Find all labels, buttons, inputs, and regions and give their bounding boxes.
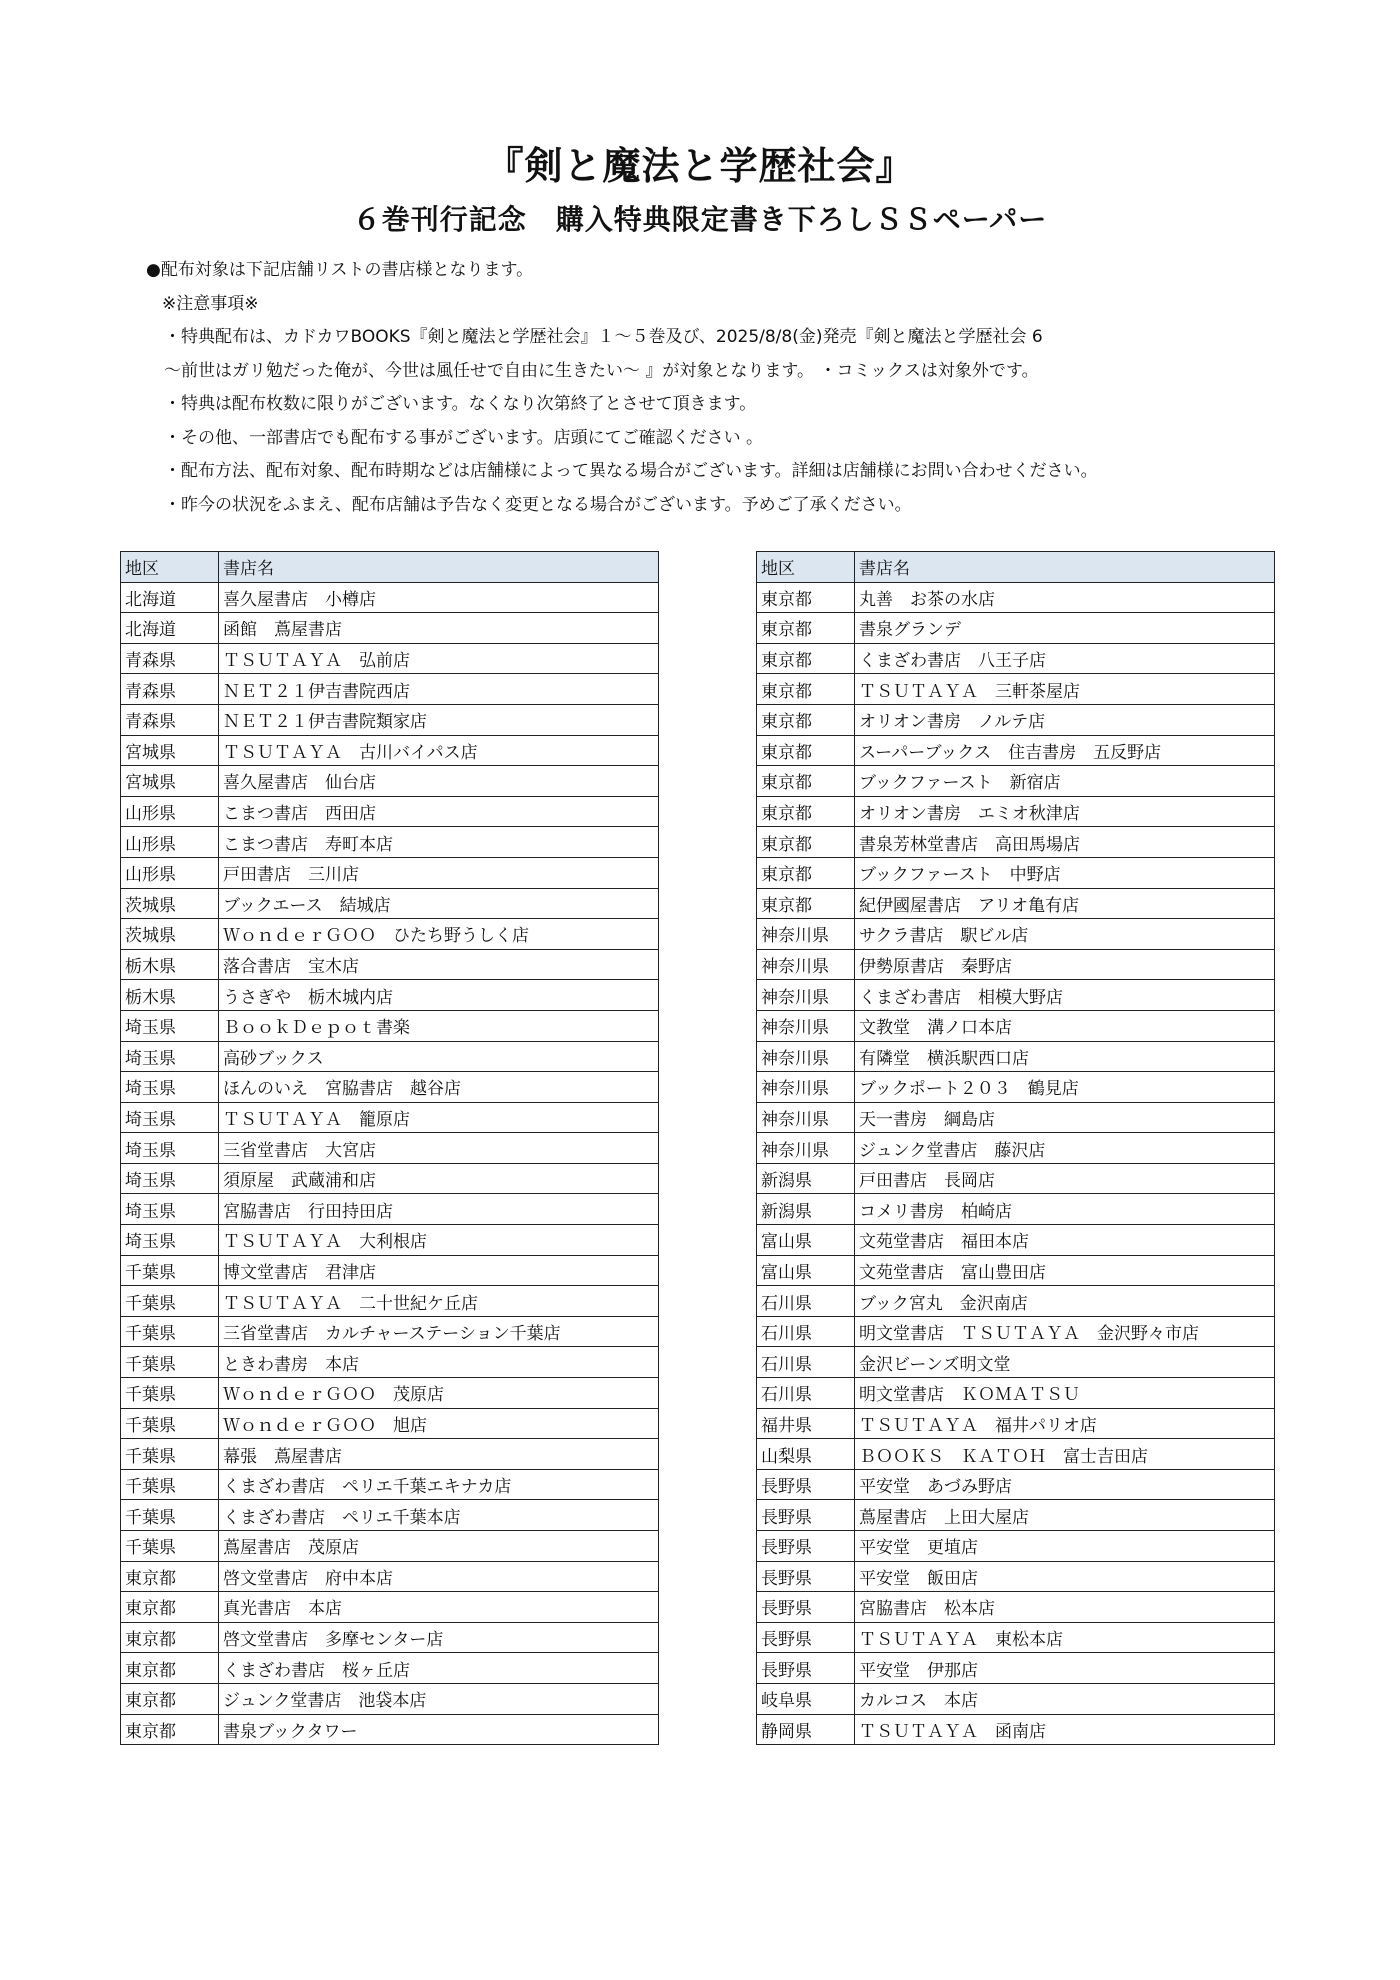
- store-cell: オリオン書房 エミオ秋津店: [855, 796, 1275, 827]
- store-cell: 平安堂 更埴店: [855, 1531, 1275, 1562]
- note-other-stores: ・その他、一部書店でも配布する事がございます。店頭にてご確認ください 。: [164, 427, 764, 448]
- table-row: [121, 980, 659, 1011]
- table-row: [121, 1592, 659, 1623]
- region-cell: 福井県: [757, 1408, 855, 1439]
- store-header: 書店名: [855, 552, 1275, 583]
- region-cell: 栃木県: [121, 980, 219, 1011]
- region-cell: 岐阜県: [757, 1683, 855, 1714]
- store-cell: 蔦屋書店 上田大屋店: [855, 1500, 1275, 1531]
- region-cell: 茨城県: [121, 919, 219, 950]
- region-cell: 石川県: [757, 1286, 855, 1317]
- table-row: [121, 735, 659, 766]
- table-row: [121, 1102, 659, 1133]
- table-row: [121, 1286, 659, 1317]
- store-cell: うさぎや 栃木城内店: [219, 980, 659, 1011]
- table-row: [757, 1592, 1275, 1623]
- note-methods-vary: ・配布方法、配布対象、配布時期などは店舗様によって異なる場合がございます。詳細は店舗様にお問い合わせください。: [164, 461, 1098, 481]
- store-cell: 幕張 蔦屋書店: [219, 1439, 659, 1470]
- store-cell: 戸田書店 三川店: [219, 857, 659, 888]
- table-row: [121, 1469, 659, 1500]
- table-row: [757, 796, 1275, 827]
- table-row: [121, 1378, 659, 1409]
- table-row: [121, 1072, 659, 1103]
- table-row: [757, 1072, 1275, 1103]
- store-cell: ＮＥＴ２１伊吉書院西店: [219, 674, 659, 705]
- page-title: 『剣と魔法と学歴社会』: [485, 144, 915, 188]
- table-row: [757, 1347, 1275, 1378]
- store-cell: ＴＳＵＴＡＹＡ 二十世紀ケ丘店: [219, 1286, 659, 1317]
- store-cell: 啓文堂書店 府中本店: [219, 1561, 659, 1592]
- region-header: 地区: [121, 552, 219, 583]
- region-cell: 宮城県: [121, 735, 219, 766]
- table-row: [121, 1683, 659, 1714]
- store-cell: 書泉グランデ: [855, 613, 1275, 644]
- store-cell: 書泉芳林堂書店 高田馬場店: [855, 827, 1275, 858]
- table-row: [121, 1010, 659, 1041]
- table-row: [121, 1255, 659, 1286]
- store-cell: ＷｏｎｄｅｒＧＯＯ 旭店: [219, 1408, 659, 1439]
- table-row: [121, 919, 659, 950]
- table-row: [121, 1622, 659, 1653]
- table-row: [757, 827, 1275, 858]
- table-row: [121, 1531, 659, 1562]
- region-header: 地区: [757, 552, 855, 583]
- region-cell: 東京都: [757, 857, 855, 888]
- region-cell: 山梨県: [757, 1439, 855, 1470]
- region-cell: 長野県: [757, 1653, 855, 1684]
- region-cell: 東京都: [757, 827, 855, 858]
- region-cell: 東京都: [757, 766, 855, 797]
- region-cell: 東京都: [121, 1683, 219, 1714]
- store-cell: 有隣堂 横浜駅西口店: [855, 1041, 1275, 1072]
- region-cell: 青森県: [121, 704, 219, 735]
- store-cell: こまつ書店 西田店: [219, 796, 659, 827]
- table-row: [757, 1041, 1275, 1072]
- table-row: [757, 949, 1275, 980]
- region-cell: 東京都: [121, 1714, 219, 1745]
- store-cell: オリオン書房 ノルテ店: [855, 704, 1275, 735]
- region-cell: 石川県: [757, 1316, 855, 1347]
- store-cell: 宮脇書店 松本店: [855, 1592, 1275, 1623]
- region-cell: 神奈川県: [757, 919, 855, 950]
- table-row: [757, 1714, 1275, 1745]
- store-cell: 宮脇書店 行田持田店: [219, 1194, 659, 1225]
- region-cell: 東京都: [757, 735, 855, 766]
- table-row: [757, 643, 1275, 674]
- region-cell: 神奈川県: [757, 1072, 855, 1103]
- region-cell: 長野県: [757, 1500, 855, 1531]
- store-cell: ＴＳＵＴＡＹＡ 籠原店: [219, 1102, 659, 1133]
- table-row: [121, 857, 659, 888]
- region-cell: 東京都: [121, 1622, 219, 1653]
- table-row: [121, 704, 659, 735]
- store-cell: ＢｏｏｋＤｅｐｏｔ書楽: [219, 1010, 659, 1041]
- region-cell: 新潟県: [757, 1163, 855, 1194]
- table-row: [757, 1194, 1275, 1225]
- store-cell: ＴＳＵＴＡＹＡ 大利根店: [219, 1225, 659, 1256]
- table-row: [757, 1561, 1275, 1592]
- table-row: [121, 766, 659, 797]
- region-cell: 石川県: [757, 1378, 855, 1409]
- region-cell: 静岡県: [757, 1714, 855, 1745]
- store-cell: ブックファースト 新宿店: [855, 766, 1275, 797]
- table-row: [121, 1347, 659, 1378]
- region-cell: 東京都: [757, 643, 855, 674]
- store-cell: ときわ書房 本店: [219, 1347, 659, 1378]
- table-row: [757, 1225, 1275, 1256]
- region-cell: 青森県: [121, 643, 219, 674]
- store-cell: 平安堂 あづみ野店: [855, 1469, 1275, 1500]
- region-cell: 長野県: [757, 1469, 855, 1500]
- store-table-left: [120, 551, 659, 1745]
- table-row: [121, 1408, 659, 1439]
- table-row: [757, 1378, 1275, 1409]
- store-cell: 明文堂書店 ＫＯＭＡＴＳＵ: [855, 1378, 1275, 1409]
- store-cell: ＮＥＴ２１伊吉書院類家店: [219, 704, 659, 735]
- table-row: [757, 980, 1275, 1011]
- store-cell: 明文堂書店 ＴＳＵＴＡＹＡ 金沢野々市店: [855, 1316, 1275, 1347]
- table-row: [757, 888, 1275, 919]
- store-table-left-body: [121, 582, 659, 1745]
- table-row: [757, 857, 1275, 888]
- store-cell: ＷｏｎｄｅｒＧＯＯ 茂原店: [219, 1378, 659, 1409]
- table-row: [121, 1133, 659, 1164]
- store-cell: コメリ書房 柏崎店: [855, 1194, 1275, 1225]
- table-row: [121, 674, 659, 705]
- region-cell: 新潟県: [757, 1194, 855, 1225]
- table-row: [121, 949, 659, 980]
- table-header-row: [121, 552, 659, 583]
- table-row: [121, 888, 659, 919]
- table-row: [757, 704, 1275, 735]
- table-row: [757, 1316, 1275, 1347]
- store-cell: ブックエース 結城店: [219, 888, 659, 919]
- table-row: [757, 766, 1275, 797]
- note-caution-heading: ※注意事項※: [162, 293, 259, 314]
- store-cell: ブックファースト 中野店: [855, 857, 1275, 888]
- region-cell: 東京都: [757, 582, 855, 613]
- table-row: [121, 1653, 659, 1684]
- region-cell: 埼玉県: [121, 1194, 219, 1225]
- region-cell: 長野県: [757, 1592, 855, 1623]
- table-row: [121, 1714, 659, 1745]
- store-cell: ジュンク堂書店 池袋本店: [219, 1683, 659, 1714]
- table-row: [757, 1102, 1275, 1133]
- table-row: [757, 674, 1275, 705]
- region-cell: 神奈川県: [757, 949, 855, 980]
- table-row: [757, 1408, 1275, 1439]
- store-cell: ブック宮丸 金沢南店: [855, 1286, 1275, 1317]
- region-cell: 東京都: [757, 888, 855, 919]
- region-cell: 東京都: [121, 1561, 219, 1592]
- note-eligible-books: ・特典配布は、カドカワBOOKS『剣と魔法と学歴社会』１～５巻及び、2025/8/8(金)発売『剣と魔法と学歴社会 6: [164, 327, 1043, 347]
- store-cell: 函館 蔦屋書店: [219, 613, 659, 644]
- store-table-right-body: [757, 582, 1275, 1745]
- region-cell: 東京都: [757, 796, 855, 827]
- store-cell: ＴＳＵＴＡＹＡ 弘前店: [219, 643, 659, 674]
- store-cell: 平安堂 伊那店: [855, 1653, 1275, 1684]
- table-row: [757, 1133, 1275, 1164]
- table-row: [757, 1255, 1275, 1286]
- region-cell: 千葉県: [121, 1531, 219, 1562]
- region-cell: 神奈川県: [757, 1102, 855, 1133]
- region-cell: 東京都: [757, 704, 855, 735]
- region-cell: 埼玉県: [121, 1041, 219, 1072]
- table-row: [121, 1561, 659, 1592]
- store-cell: 文苑堂書店 福田本店: [855, 1225, 1275, 1256]
- region-cell: 埼玉県: [121, 1225, 219, 1256]
- store-cell: 喜久屋書店 仙台店: [219, 766, 659, 797]
- region-cell: 山形県: [121, 857, 219, 888]
- table-header-row: [757, 552, 1275, 583]
- region-cell: 神奈川県: [757, 1010, 855, 1041]
- store-cell: こまつ書店 寿町本店: [219, 827, 659, 858]
- table-row: [757, 1439, 1275, 1470]
- store-cell: 須原屋 武蔵浦和店: [219, 1163, 659, 1194]
- store-cell: 三省堂書店 大宮店: [219, 1133, 659, 1164]
- store-cell: 紀伊國屋書店 アリオ亀有店: [855, 888, 1275, 919]
- table-row: [757, 1286, 1275, 1317]
- store-cell: ＴＳＵＴＡＹＡ 東松本店: [855, 1622, 1275, 1653]
- note-eligible-books-continued: ～前世はガリ勉だった俺が、今世は風任せで自由に生きたい～ 』が対象となります。 ・コミックスは対象外です。: [164, 360, 1039, 381]
- store-cell: ＴＳＵＴＡＹＡ 函南店: [855, 1714, 1275, 1745]
- store-cell: 喜久屋書店 小樽店: [219, 582, 659, 613]
- notes-section: [146, 254, 1346, 522]
- region-cell: 神奈川県: [757, 1133, 855, 1164]
- store-header: 書店名: [219, 552, 659, 583]
- store-cell: 蔦屋書店 茂原店: [219, 1531, 659, 1562]
- note-distribution-target: ●配布対象は下記店舗リストの書店様となります。: [146, 260, 534, 280]
- table-row: [757, 582, 1275, 613]
- region-cell: 東京都: [757, 674, 855, 705]
- table-row: [121, 827, 659, 858]
- region-cell: 富山県: [757, 1255, 855, 1286]
- table-row: [121, 613, 659, 644]
- region-cell: 埼玉県: [121, 1102, 219, 1133]
- table-row: [757, 1653, 1275, 1684]
- region-cell: 埼玉県: [121, 1072, 219, 1103]
- store-cell: 文教堂 溝ノ口本店: [855, 1010, 1275, 1041]
- region-cell: 山形県: [121, 796, 219, 827]
- store-cell: ブックポート２０３ 鶴見店: [855, 1072, 1275, 1103]
- store-cell: ＴＳＵＴＡＹＡ 三軒茶屋店: [855, 674, 1275, 705]
- region-cell: 石川県: [757, 1347, 855, 1378]
- store-cell: ＢＯＯＫＳ ＫＡＴＯＨ 富士吉田店: [855, 1439, 1275, 1470]
- store-cell: 丸善 お茶の水店: [855, 582, 1275, 613]
- store-cell: くまざわ書店 八王子店: [855, 643, 1275, 674]
- region-cell: 埼玉県: [121, 1010, 219, 1041]
- region-cell: 茨城県: [121, 888, 219, 919]
- store-cell: 落合書店 宝木店: [219, 949, 659, 980]
- region-cell: 千葉県: [121, 1286, 219, 1317]
- region-cell: 宮城県: [121, 766, 219, 797]
- table-row: [121, 1225, 659, 1256]
- region-cell: 山形県: [121, 827, 219, 858]
- store-cell: 金沢ビーンズ明文堂: [855, 1347, 1275, 1378]
- table-row: [757, 1469, 1275, 1500]
- region-cell: 千葉県: [121, 1255, 219, 1286]
- store-cell: ジュンク堂書店 藤沢店: [855, 1133, 1275, 1164]
- store-table-right: [756, 551, 1275, 1745]
- region-cell: 青森県: [121, 674, 219, 705]
- store-cell: ＷｏｎｄｅｒＧＯＯ ひたち野うしく店: [219, 919, 659, 950]
- store-cell: カルコス 本店: [855, 1683, 1275, 1714]
- table-row: [757, 1010, 1275, 1041]
- store-cell: 三省堂書店 カルチャーステーション千葉店: [219, 1316, 659, 1347]
- region-cell: 千葉県: [121, 1347, 219, 1378]
- page-subtitle: ６巻刊行記念 購入特典限定書き下ろしＳＳペーパー: [352, 203, 1048, 236]
- store-cell: 戸田書店 長岡店: [855, 1163, 1275, 1194]
- table-row: [121, 796, 659, 827]
- store-cell: サクラ書店 駅ビル店: [855, 919, 1275, 950]
- region-cell: 千葉県: [121, 1439, 219, 1470]
- table-row: [121, 582, 659, 613]
- table-row: [757, 1683, 1275, 1714]
- region-cell: 北海道: [121, 613, 219, 644]
- region-cell: 栃木県: [121, 949, 219, 980]
- region-cell: 埼玉県: [121, 1133, 219, 1164]
- region-cell: 神奈川県: [757, 1041, 855, 1072]
- table-row: [121, 1439, 659, 1470]
- store-cell: ＴＳＵＴＡＹＡ 福井パリオ店: [855, 1408, 1275, 1439]
- table-row: [757, 919, 1275, 950]
- store-cell: ＴＳＵＴＡＹＡ 古川バイパス店: [219, 735, 659, 766]
- table-row: [121, 1194, 659, 1225]
- store-cell: 真光書店 本店: [219, 1592, 659, 1623]
- region-cell: 東京都: [121, 1592, 219, 1623]
- store-cell: 書泉ブックタワー: [219, 1714, 659, 1745]
- region-cell: 千葉県: [121, 1408, 219, 1439]
- note-subject-to-change: ・昨今の状況をふまえ、配布店舗は予告なく変更となる場合がございます。予めご了承ください。: [164, 494, 912, 515]
- note-limited-quantity: ・特典は配布枚数に限りがございます。なくなり次第終了とさせて頂きます。: [164, 394, 757, 414]
- table-row: [757, 1622, 1275, 1653]
- store-cell: 天一書房 綱島店: [855, 1102, 1275, 1133]
- table-row: [121, 1041, 659, 1072]
- region-cell: 長野県: [757, 1561, 855, 1592]
- region-cell: 東京都: [121, 1653, 219, 1684]
- store-cell: 文苑堂書店 富山豊田店: [855, 1255, 1275, 1286]
- store-cell: 平安堂 飯田店: [855, 1561, 1275, 1592]
- store-cell: 伊勢原書店 秦野店: [855, 949, 1275, 980]
- store-cell: くまざわ書店 桜ヶ丘店: [219, 1653, 659, 1684]
- store-cell: くまざわ書店 ペリエ千葉本店: [219, 1500, 659, 1531]
- region-cell: 千葉県: [121, 1378, 219, 1409]
- table-row: [121, 1316, 659, 1347]
- table-row: [757, 1500, 1275, 1531]
- store-cell: くまざわ書店 相模大野店: [855, 980, 1275, 1011]
- table-row: [757, 1163, 1275, 1194]
- table-row: [757, 735, 1275, 766]
- region-cell: 長野県: [757, 1622, 855, 1653]
- store-cell: くまざわ書店 ペリエ千葉エキナカ店: [219, 1469, 659, 1500]
- region-cell: 東京都: [757, 613, 855, 644]
- region-cell: 千葉県: [121, 1316, 219, 1347]
- store-cell: 博文堂書店 君津店: [219, 1255, 659, 1286]
- table-row: [757, 613, 1275, 644]
- region-cell: 埼玉県: [121, 1163, 219, 1194]
- table-row: [121, 1163, 659, 1194]
- region-cell: 千葉県: [121, 1500, 219, 1531]
- region-cell: 富山県: [757, 1225, 855, 1256]
- region-cell: 北海道: [121, 582, 219, 613]
- region-cell: 神奈川県: [757, 980, 855, 1011]
- store-cell: スーパーブックス 住吉書房 五反野店: [855, 735, 1275, 766]
- store-cell: 高砂ブックス: [219, 1041, 659, 1072]
- region-cell: 長野県: [757, 1531, 855, 1562]
- region-cell: 千葉県: [121, 1469, 219, 1500]
- store-cell: ほんのいえ 宮脇書店 越谷店: [219, 1072, 659, 1103]
- table-row: [757, 1531, 1275, 1562]
- table-row: [121, 643, 659, 674]
- store-cell: 啓文堂書店 多摩センター店: [219, 1622, 659, 1653]
- table-row: [121, 1500, 659, 1531]
